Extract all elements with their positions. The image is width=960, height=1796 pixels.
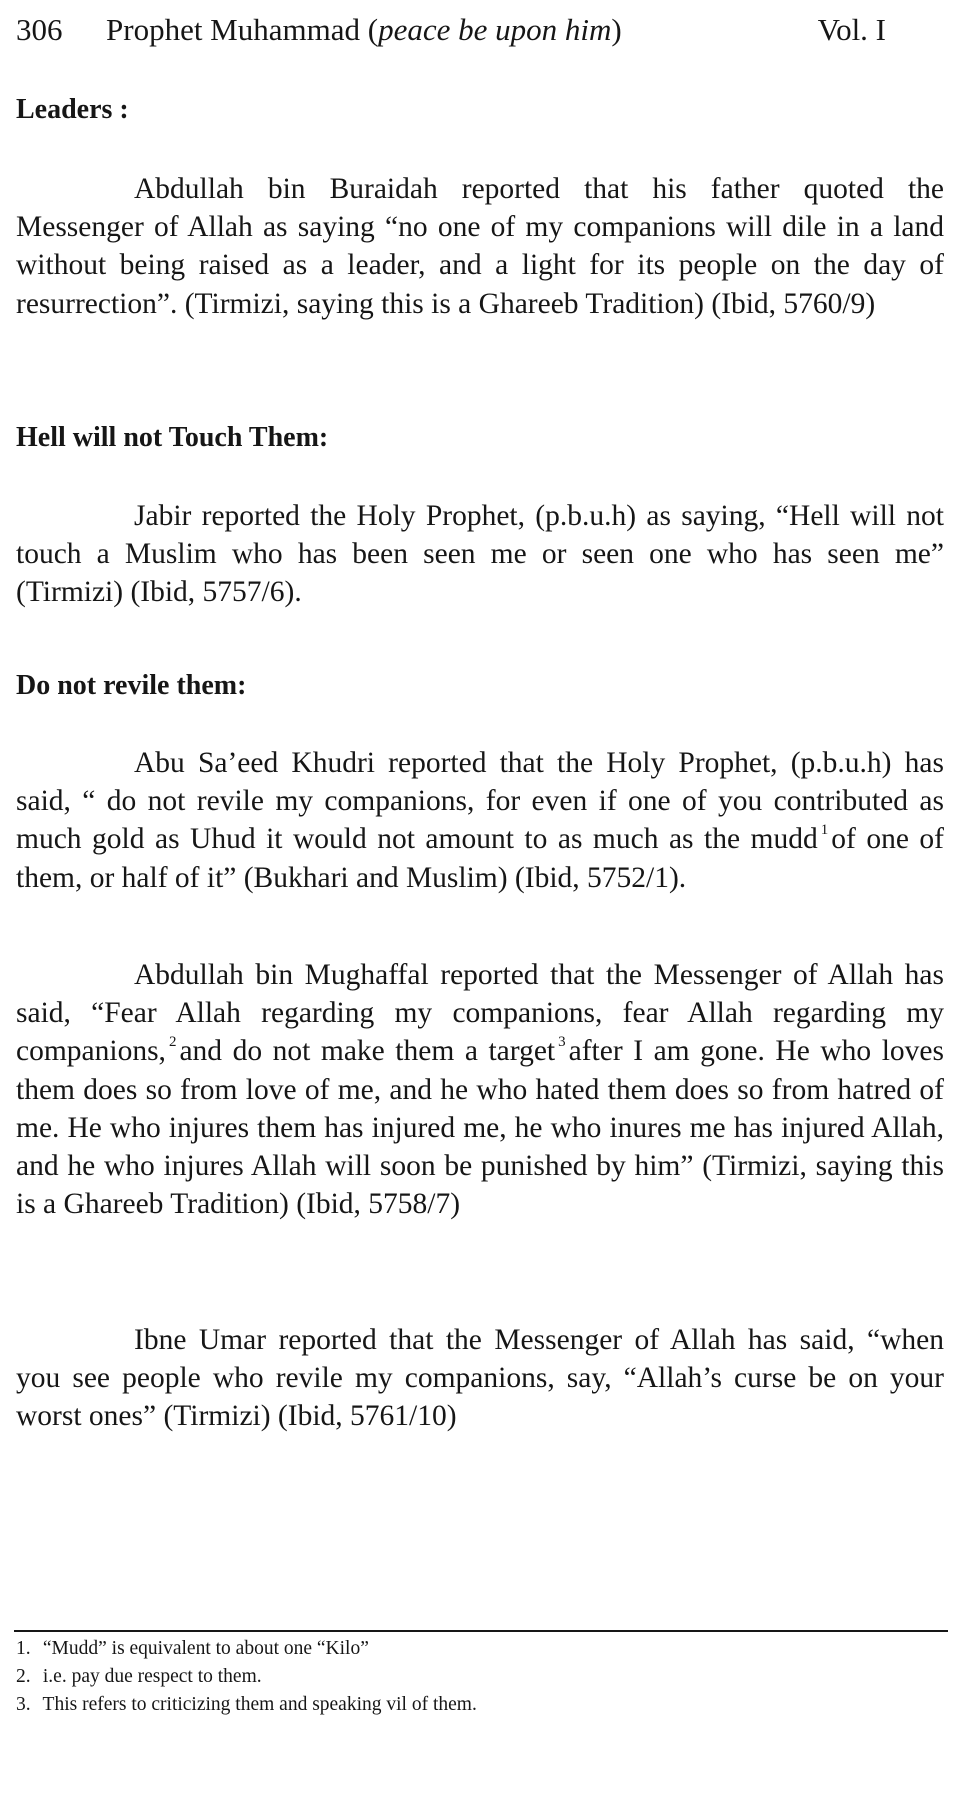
section-heading-hell: Hell will not Touch Them: [16,422,329,453]
running-title-text: Prophet Muhammad ( [106,12,379,47]
paragraph-text: Abdullah bin Buraidah reported that his father quoted the Messenger of Allah as saying “no one of my companions will dile in a land without being raised as a leader, and a light for its people on the day of resurrection”. (Tirmizi, saying this is a Ghareeb Tradition) (Ibid, 5760/9) [16,173,944,320]
running-title [106,10,622,50]
paragraph-mughaffal [16,956,944,1223]
paragraph-text: after I am gone. He who loves them does so from love of me, and he who hated them does so from hatred of me. He who injures them has injured me, he who inures me has injured Allah, and he who injures Allah will soon be punished by him” (Tirmizi, saying this is a Ghareeb Tradition) (Ibid, 5758/7) [16,1035,944,1221]
footnote-ref-2[interactable]: 2 [168,1034,177,1051]
footnote-ref-3[interactable]: 3 [558,1034,566,1051]
footnote-1 [16,1636,369,1662]
footnote-3 [16,1692,477,1718]
running-header [16,10,886,50]
paragraph-text: Abdullah bin Mughaffal reported that the Messenger of Allah has said, “Fear Allah regarding my companions, fear Allah regarding my companions, [16,959,944,1068]
volume-label: Vol. I [817,12,886,47]
paragraph-ibne-umar [16,1321,944,1436]
footnote-text: i.e. pay due respect to them. [42,1666,262,1687]
paragraph-hell [16,497,944,612]
footnote-number: 2. [16,1666,31,1687]
paragraph-text: Ibne Umar reported that the Messenger of Allah has said, “when you see people who revile my companions, say, “Allah’s curse be on your worst ones” (Tirmizi) (Ibid, 5761/10) [16,1324,944,1433]
running-title-italic: peace be upon him [378,12,612,47]
page-number: 306 [16,12,63,47]
footnote-divider [14,1630,948,1632]
footnote-ref-1[interactable]: 1 [820,822,829,839]
paragraph-text: Abu Sa’eed Khudri reported that the Holy Prophet, (p.b.u.h) has said, “ do not revile my companions, for even if one of you contributed as much gold as Uhud it would not amount to as much as the mudd [16,747,944,856]
footnote-number: 3. [16,1694,31,1715]
footnote-text: This refers to criticizing them and speaking vil of them. [42,1694,477,1715]
footnote-2 [16,1664,262,1690]
footnote-text: “Mudd” is equivalent to about one “Kilo” [42,1638,369,1659]
paragraph-abu-saeed [16,744,944,897]
paragraph-text: Jabir reported the Holy Prophet, (p.b.u.h) as saying, “Hell will not touch a Muslim who has been seen me or seen one who has seen me” (Tirmizi) (Ibid, 5757/6). [16,500,944,609]
section-heading-revile: Do not revile them: [16,670,247,701]
running-title-close: ) [611,12,622,47]
paragraph-text: of one of them, or half of it” (Bukhari and Muslim) (Ibid, 5752/1). [16,823,944,894]
footnote-number: 1. [16,1638,31,1659]
paragraph-leaders [16,170,944,323]
paragraph-text: and do not make them a target [179,1035,556,1068]
section-heading-leaders: Leaders : [16,94,129,125]
